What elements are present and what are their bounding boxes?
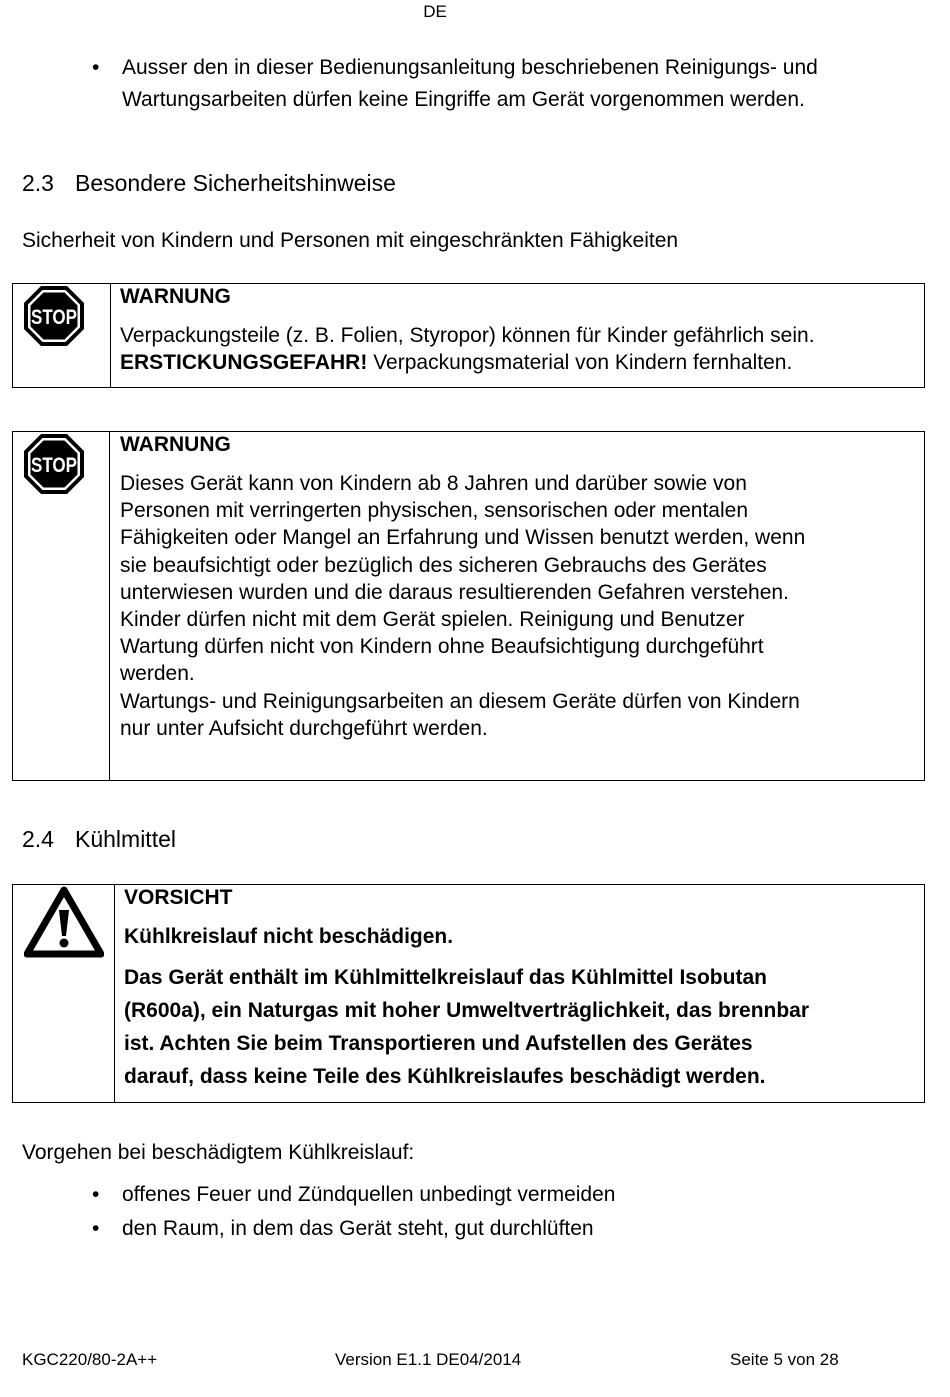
list-item-text: den Raum, in dem das Gerät steht, gut durchlüften bbox=[122, 1217, 594, 1240]
warning-text: ERSTICKUNGSGEFAHR! Verpackungsmaterial von Kindern fernhalten. bbox=[120, 351, 793, 374]
stop-sign-icon bbox=[23, 285, 85, 352]
footer-model: KGC220/80-2A++ bbox=[22, 1350, 158, 1369]
stop-sign-icon bbox=[23, 433, 85, 500]
bullet-icon: • bbox=[92, 56, 100, 79]
warning-box bbox=[12, 431, 925, 781]
warning-content bbox=[120, 432, 805, 742]
warning-box bbox=[12, 283, 925, 388]
svg-text:STOP: STOP bbox=[31, 454, 77, 477]
footer-version: Version E1.1 DE04/2014 bbox=[335, 1350, 522, 1369]
caution-text: Das Gerät enthält im Kühlmittelkreislauf das Kühlmittel Isobutan (R600a), ein Naturgas mit hoher Umweltverträglichkeit, das brennbar ist. Achten Sie beim Transportieren und Aufstellen des Gerätes darauf, dass keine Teile des Kühlkreislaufes beschädigt werden. bbox=[124, 966, 810, 1088]
caution-heading: VORSICHT bbox=[124, 886, 233, 909]
caution-box bbox=[12, 884, 925, 1103]
list-item-text: Ausser den in dieser Bedienungsanleitung beschriebenen Reinigungs- und Wartungsarbeiten dürfen keine Eingriffe am Gerät vorgenommen werden. bbox=[122, 56, 818, 111]
list-item bbox=[92, 1213, 792, 1245]
warning-triangle-icon bbox=[24, 886, 104, 963]
svg-text:STOP: STOP bbox=[31, 306, 77, 329]
bullet-icon: • bbox=[92, 1217, 100, 1240]
warning-heading: WARNUNG bbox=[120, 285, 231, 308]
section-heading: 2.4 Kühlmittel bbox=[22, 826, 176, 852]
language-label: DE bbox=[423, 2, 447, 21]
bullet-icon: • bbox=[92, 1183, 100, 1206]
warning-text: Dieses Gerät kann von Kindern ab 8 Jahren und darüber sowie von Personen mit verringerten physischen, sensorischen oder mentalen Fähigkeiten oder Mangel an Erfahrung und Wissen benutzt werden, wenn sie beaufsichtigt oder bezüglich des sicheren Gebrauchs des Gerätes unterwiesen wurden und die daraus resultierenden Gefahren verstehen. Kinder dürfen nicht mit dem Gerät spielen. Reinigung und Benutzer Wartung dürfen nicht von Kindern ohne Beaufsichtigung durchgeführt werden. Wartungs- und Reinigungsarbeiten an diesem Geräte dürfen von Kindern nur unter Aufsicht durchgeführt werden. bbox=[120, 472, 806, 740]
list-item-text: offenes Feuer und Zündquellen unbedingt vermeiden bbox=[122, 1183, 616, 1206]
warning-heading: WARNUNG bbox=[120, 433, 231, 456]
footer-page-number: Seite 5 von 28 bbox=[730, 1350, 839, 1369]
caution-subheading: Kühlkreislauf nicht beschädigen. bbox=[124, 925, 454, 948]
list-item bbox=[92, 52, 932, 116]
section-subtitle: Sicherheit von Kindern und Personen mit eingeschränkten Fähigkeiten bbox=[22, 229, 679, 252]
section-heading: 2.3 Besondere Sicherheitshinweise bbox=[22, 170, 396, 196]
list-item bbox=[92, 1179, 792, 1211]
warning-text: Verpackungsteile (z. B. Folien, Styropor) können für Kinder gefährlich sein. bbox=[120, 324, 815, 347]
procedure-intro: Vorgehen bei beschädigtem Kühlkreislauf: bbox=[22, 1141, 415, 1164]
